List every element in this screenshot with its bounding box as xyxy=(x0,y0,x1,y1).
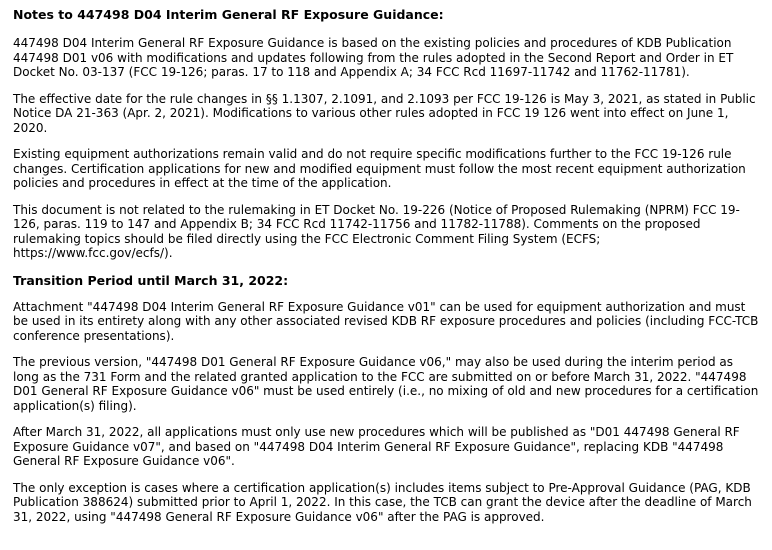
notes-paragraph-basis: 447498 D04 Interim General RF Exposure Guidance is based on the existing policies and procedures of KDB Publication 447498 D01 v06 with modifications and updates following from the rules adopted in the Second Report and Order in ET Docket No. 03-137 (FCC 19-126; paras. 17 to 118 and Appendix A; 34 FCC Rcd 11697-11742 and 11762-11781). xyxy=(13,36,734,79)
transition-paragraph-exception: The only exception is cases where a certification application(s) includes items subject to Pre-Approval Guidance (PAG, KDB Publication 388624) submitted prior to April 1, 2022. In this case, the TCB can grant the device after the deadline of March 31, 2022, using "447498 General RF Exposure Guidance v06" after the PAG is approved. xyxy=(13,480,752,524)
notes-paragraph-existing-authorizations: Existing equipment authorizations remain valid and do not require specific modifications further to the FCC 19-126 rule changes. Certification applications for new and modified equipment must follow the most recent equipment authorization policies and procedures in effect at the time of the application. xyxy=(13,147,746,190)
transition-heading: Transition Period until March 31, 2022: xyxy=(13,272,289,288)
notes-paragraph-rulemaking: This document is not related to the rulemaking in ET Docket No. 19-226 (Notice of Proposed Rulemaking (NPRM) FCC 19-126, paras. 119 to 147 and Appendix B; 34 FCC Rcd 11742-11756 and 11782-11788). Comments on the proposed rulemaking topics should be filed directly using the FCC Electronic Comment Filing System (ECFS; https://www.fcc.gov/ecfs/). xyxy=(13,202,740,260)
transition-paragraph-after-deadline: After March 31, 2022, all applications must only use new procedures which will be published as "D01 447498 General RF Exposure Guidance v07", and based on "447498 D04 Interim General RF Exposure Guidance", replacing KDB "447498 General RF Exposure Guidance v06". xyxy=(13,425,740,468)
transition-paragraph-previous-version: The previous version, "447498 D01 General RF Exposure Guidance v06," may also be used during the interim period as long as the 731 Form and the related granted application to the FCC are submitted on or before March 31, 2022. "447498 D01 General RF Exposure Guidance v06" must be used entirely (i.e., no mixing of old and new procedures for a certification application(s) filing). xyxy=(13,355,759,413)
notes-heading: Notes to 447498 D04 Interim General RF Exposure Guidance: xyxy=(13,7,444,22)
transition-paragraph-attachment: Attachment "447498 D04 Interim General RF Exposure Guidance v01" can be used for equipment authorization and must be used in its entirety along with any other associated revised KDB RF exposure procedures and policies (including FCC-TCB conference presentations). xyxy=(13,299,759,343)
notes-paragraph-effective-date: The effective date for the rule changes in §§ 1.1307, 2.1091, and 2.1093 per FCC 19-126 is May 3, 2021, as stated in Public Notice DA 21-363 (Apr. 2, 2021). Modifications to various other rules adopted in FCC 19 126 went into effect on June 1, 2020. xyxy=(13,91,756,135)
